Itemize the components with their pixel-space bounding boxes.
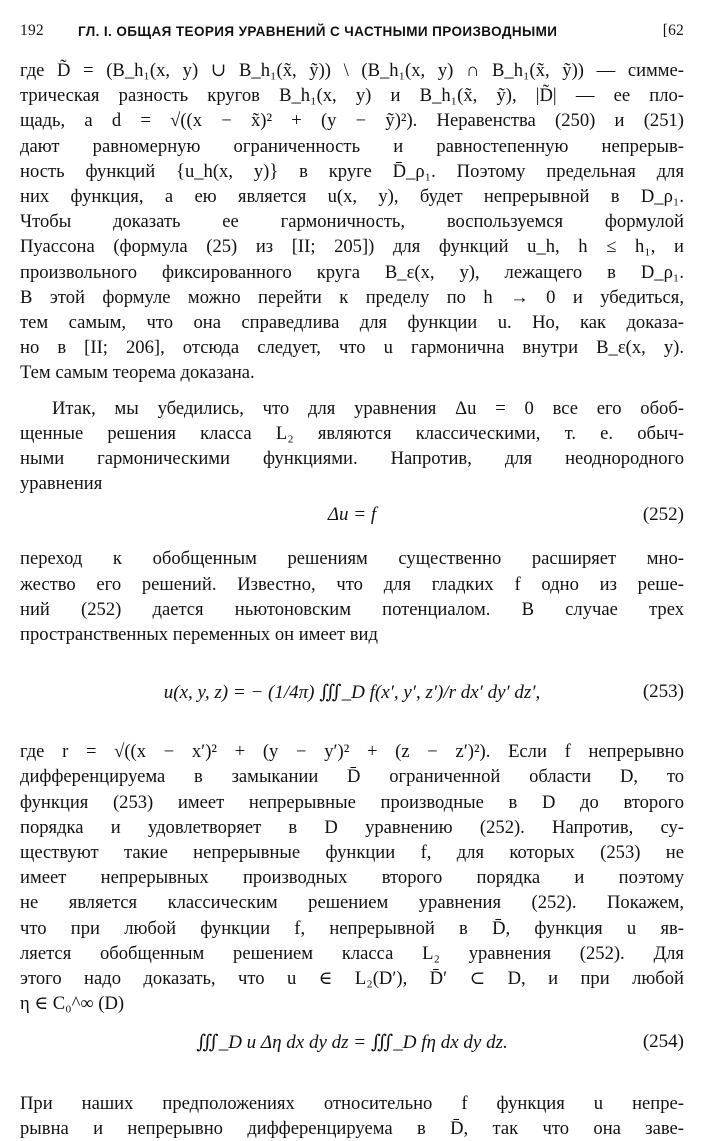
text-line: уравнения	[20, 473, 103, 495]
paragraph-3	[20, 546, 684, 647]
text-line: При наших предположениях относительно f функция u непре-	[20, 1092, 684, 1114]
paragraph-2	[20, 396, 684, 497]
text-line: ществуют такие непрерывные функции f, для которых (253) не	[20, 842, 684, 864]
text-line: переход к обобщенным решениям существенно расширяет мно-	[20, 548, 684, 570]
text-line: η ∈ C₀^∞ (D)	[20, 993, 125, 1015]
running-title: ГЛ. I. ОБЩАЯ ТЕОРИЯ УРАВНЕНИЙ С ЧАСТНЫМИ ПРОИЗВОДНЫМИ	[78, 24, 558, 39]
text-line: ний (252) дается ньютоновским потенциалом. В случае трех	[20, 598, 684, 620]
text-line: тем самым, что она справедлива для функции u. Но, как доказа-	[20, 312, 684, 334]
text-line: В этой формуле можно перейти к пределу по h → 0 и убедиться,	[20, 286, 684, 308]
text-line: функция (253) имеет непрерывные производные в D до второго	[20, 791, 684, 813]
paragraph-4	[20, 739, 684, 1016]
text-line: ность функций {u_h(x, y)} в круге D̄_ρ₁. Поэтому предельная для	[20, 160, 684, 182]
paragraph-5	[20, 1091, 684, 1141]
text-line: где D̃ = (B_h₁(x, y) ∪ B_h₁(x̃, ỹ)) \ (B_h₁(x, y) ∩ B_h₁(x̃, ỹ)) — симме-	[20, 60, 684, 81]
text-line: где r = √((x − x′)² + (y − y′)² + (z − z′)²). Если f непрерывно	[20, 741, 684, 763]
text-line: дифференцируема в замыкании D̄ ограниченной области D, то	[20, 766, 684, 788]
text-line: Пуассона (формула (25) из [II; 205]) для функций u_h, h ≤ h₁, и	[20, 236, 684, 258]
text-line: но в [II; 206], отсюда следует, что u гармонична внутри B_ε(x, y).	[20, 337, 684, 359]
page-number: 192	[20, 22, 44, 39]
text-line: рывна и непрерывно дифференцируема в D̄, так что она заве-	[20, 1117, 684, 1139]
text-line: дают равномерную ограниченность и равностепенную непрерыв-	[20, 135, 684, 157]
text-line: трическая разность кругов B_h₁(x, y) и B_h₁(x̃, ỹ), |D̃| — ее пло-	[20, 85, 684, 107]
equation-252	[20, 496, 684, 536]
text-line: Чтобы доказать ее гармоничность, воспользуемся формулой	[20, 211, 684, 233]
equation-number: (254)	[642, 1030, 684, 1052]
section-number: [62	[662, 22, 684, 39]
text-line: что при любой функции f, непрерывной в D̄, функция u яв-	[20, 917, 684, 939]
text-line: этого надо доказать, что u ∈ L₂(D′), D̄′ ⊂ D, и при любой	[20, 968, 684, 990]
text-line: не является классическим решением уравнения (252). Покажем,	[20, 892, 684, 914]
text-line: пространственных переменных он имеет вид	[20, 624, 378, 646]
equation-formula: ∭_D u Δη dx dy dz = ∭_D fη dx dy dz.	[196, 1031, 508, 1053]
text-line: жество его решений. Известно, что для гладких f одно из реше-	[20, 573, 684, 595]
equation-number: (252)	[642, 504, 684, 526]
equation-formula: Δu = f	[327, 504, 377, 526]
equation-254	[20, 1017, 684, 1075]
text-line: Тем самым теорема доказана.	[20, 362, 255, 384]
paragraph-1	[20, 58, 684, 386]
text-line: ляется обобщенным решением класса L₂ уравнения (252). Для	[20, 942, 684, 964]
equation-253	[20, 663, 684, 723]
book-page	[20, 22, 684, 1141]
equation-formula: u(x, y, z) = − (1/4π) ∭_D f(x′, y′, z′)/r dx′ dy′ dz′,	[163, 682, 541, 704]
text-line: ными гармоническими функциями. Напротив, для неоднородного	[20, 448, 684, 470]
text-line: имеет непрерывных производных второго порядка и поэтому	[20, 867, 684, 889]
text-line: них функция, а ею является u(x, y), будет непрерывной в D_ρ₁.	[20, 186, 684, 208]
running-header	[20, 22, 684, 48]
text-line: произвольного фиксированного круга B_ε(x, y), лежащего в D_ρ₁.	[20, 261, 684, 283]
text-line: Итак, мы убедились, что для уравнения Δu = 0 все его обоб-	[52, 397, 684, 419]
text-line: щенные решения класса L₂ являются классическими, т. е. обыч-	[20, 422, 684, 444]
text-line: порядка и удовлетворяет в D уравнению (252). Напротив, су-	[20, 816, 684, 838]
equation-number: (253)	[642, 681, 684, 703]
text-line: щадь, а d = √((x − x̃)² + (y − ỹ)²). Неравенства (250) и (251)	[20, 110, 684, 132]
